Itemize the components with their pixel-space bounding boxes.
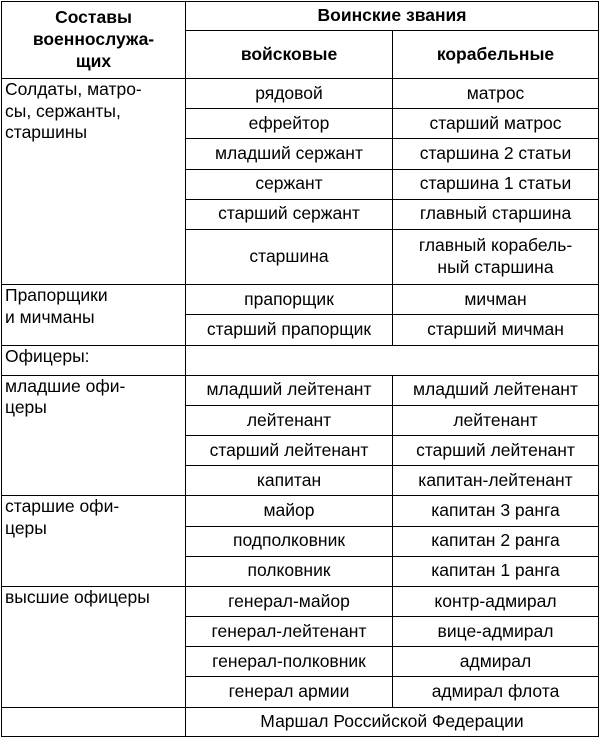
navy-rank-cell: мичман bbox=[393, 285, 599, 315]
navy-rank-cell: капитан 1 ранга bbox=[393, 556, 599, 586]
navy-rank-cell: главный старшина bbox=[393, 199, 599, 229]
army-rank-cell: полковник bbox=[186, 556, 393, 586]
army-rank-cell: старший сержант bbox=[186, 199, 393, 229]
navy-rank-cell: главный корабель- ный старшина bbox=[393, 229, 599, 284]
navy-rank-cell: контр-адмирал bbox=[393, 586, 599, 616]
table-row bbox=[2, 345, 599, 375]
navy-rank-cell: старший лейтенант bbox=[393, 436, 599, 466]
army-rank-cell: генерал-майор bbox=[186, 586, 393, 616]
army-rank-cell: рядовой bbox=[186, 79, 393, 109]
army-rank-cell: прапорщик bbox=[186, 285, 393, 315]
navy-rank-cell: капитан 3 ранга bbox=[393, 496, 599, 526]
composition-cell: Солдаты, матро- сы, сержанты, старшины bbox=[2, 79, 186, 285]
navy-ranks-header: корабельные bbox=[393, 31, 599, 79]
army-rank-cell: генерал-лейтенант bbox=[186, 617, 393, 647]
army-rank-cell: подполковник bbox=[186, 526, 393, 556]
empty-cell bbox=[2, 707, 186, 736]
marshal-rank-cell: Маршал Российской Федерации bbox=[186, 707, 599, 736]
ranks-header: Воинские звания bbox=[186, 2, 599, 31]
army-rank-cell: генерал армии bbox=[186, 677, 393, 707]
army-rank-cell: старший прапорщик bbox=[186, 315, 393, 345]
table-row bbox=[2, 79, 599, 109]
army-rank-cell: старшина bbox=[186, 229, 393, 284]
composition-header: Составы военнослужа- щих bbox=[2, 2, 186, 79]
table-body bbox=[2, 79, 599, 737]
navy-rank-cell: лейтенант bbox=[393, 405, 599, 435]
navy-rank-cell: вице-адмирал bbox=[393, 617, 599, 647]
composition-cell: Офицеры: bbox=[2, 345, 186, 375]
navy-rank-cell: матрос bbox=[393, 79, 599, 109]
empty-cell bbox=[186, 345, 599, 375]
navy-rank-cell: адмирал флота bbox=[393, 677, 599, 707]
composition-cell: старшие офи- церы bbox=[2, 496, 186, 587]
table-header bbox=[2, 2, 599, 79]
navy-rank-cell: старшина 1 статьи bbox=[393, 169, 599, 199]
navy-rank-cell: капитан 2 ранга bbox=[393, 526, 599, 556]
table-row bbox=[2, 375, 599, 405]
navy-rank-cell: младший лейтенант bbox=[393, 375, 599, 405]
composition-cell: Прапорщики и мичманы bbox=[2, 285, 186, 345]
army-rank-cell: ефрейтор bbox=[186, 109, 393, 139]
army-rank-cell: старший лейтенант bbox=[186, 436, 393, 466]
navy-rank-cell: старший мичман bbox=[393, 315, 599, 345]
table-row bbox=[2, 586, 599, 616]
table-row bbox=[2, 496, 599, 526]
table-row bbox=[2, 707, 599, 736]
army-rank-cell: лейтенант bbox=[186, 405, 393, 435]
army-rank-cell: сержант bbox=[186, 169, 393, 199]
table-row bbox=[2, 285, 599, 315]
navy-rank-cell: капитан-лейтенант bbox=[393, 466, 599, 496]
army-ranks-header: войсковые bbox=[186, 31, 393, 79]
navy-rank-cell: старший матрос bbox=[393, 109, 599, 139]
army-rank-cell: генерал-полковник bbox=[186, 647, 393, 677]
army-rank-cell: младший сержант bbox=[186, 139, 393, 169]
army-rank-cell: капитан bbox=[186, 466, 393, 496]
composition-cell: младшие офи- церы bbox=[2, 375, 186, 496]
navy-rank-cell: адмирал bbox=[393, 647, 599, 677]
composition-cell: высшие офицеры bbox=[2, 586, 186, 707]
army-rank-cell: младший лейтенант bbox=[186, 375, 393, 405]
army-rank-cell: майор bbox=[186, 496, 393, 526]
military-ranks-table bbox=[1, 1, 599, 737]
navy-rank-cell: старшина 2 статьи bbox=[393, 139, 599, 169]
